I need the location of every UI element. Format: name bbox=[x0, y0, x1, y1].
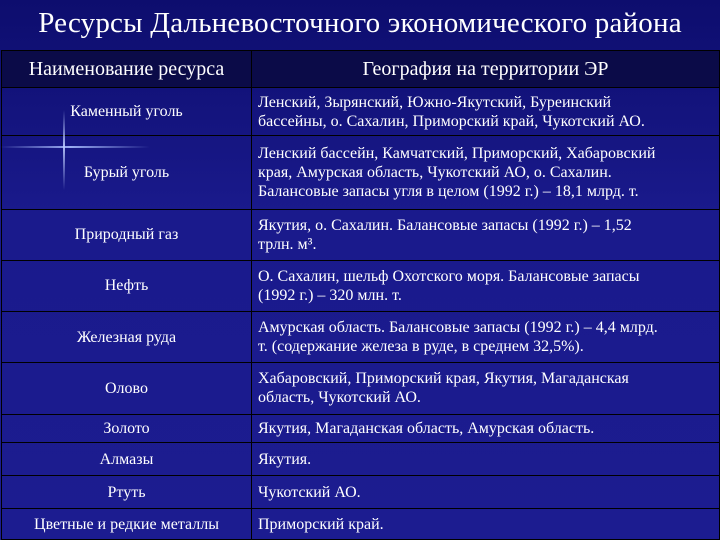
table-row bbox=[2, 414, 720, 443]
table-row bbox=[2, 210, 720, 260]
geo-line: Приморский край. bbox=[258, 515, 384, 533]
resource-geography bbox=[252, 476, 720, 509]
resource-name: Нефть bbox=[2, 260, 252, 311]
geo-line: т. (содержание железа в руде, в среднем 32,5%). bbox=[258, 338, 584, 356]
geo-line: Якутия, о. Сахалин. Балансовые запасы (1992 г.) – 1,52 bbox=[258, 216, 632, 234]
table-row bbox=[2, 509, 720, 540]
resource-name: Золото bbox=[2, 414, 252, 443]
resource-geography bbox=[252, 414, 720, 443]
geo-line: Балансовые запасы угля в целом (1992 г.) – 18,1 млрд. т. bbox=[258, 183, 639, 201]
geo-line: Амурская область. Балансовые запасы (1992 г.) – 4,4 млрд. bbox=[258, 319, 658, 337]
table-row bbox=[2, 260, 720, 311]
table-row bbox=[2, 443, 720, 476]
header-resource-name: Наименование ресурса bbox=[2, 51, 252, 88]
geo-line: область, Чукотский АО. bbox=[258, 389, 421, 407]
resource-name: Цветные и редкие металлы bbox=[2, 509, 252, 540]
geo-line: Хабаровский, Приморский края, Якутия, Магаданская bbox=[258, 370, 629, 388]
geo-line: О. Сахалин, шельф Охотского моря. Балансовые запасы bbox=[258, 267, 640, 285]
resource-geography bbox=[252, 363, 720, 414]
resource-name: Алмазы bbox=[2, 443, 252, 476]
resource-name: Бурый уголь bbox=[2, 136, 252, 210]
header-geography: География на территории ЭР bbox=[252, 51, 720, 88]
resource-geography bbox=[252, 311, 720, 362]
resource-geography bbox=[252, 210, 720, 260]
resource-geography bbox=[252, 509, 720, 540]
geo-line: Ленский, Зырянский, Южно-Якутский, Буреинский bbox=[258, 93, 612, 111]
slide-title: Ресурсы Дальневосточного экономического района bbox=[38, 6, 682, 39]
geo-line: Чукотский АО. bbox=[258, 483, 361, 501]
resource-name: Ртуть bbox=[2, 476, 252, 509]
geo-line: Якутия. bbox=[258, 450, 312, 468]
geo-line: Якутия, Магаданская область, Амурская область. bbox=[258, 420, 595, 438]
resources-table bbox=[1, 50, 720, 540]
table-row bbox=[2, 476, 720, 509]
table-body bbox=[2, 88, 720, 540]
geo-line: трлн. м³. bbox=[258, 235, 317, 253]
resource-geography bbox=[252, 260, 720, 311]
geo-line: бассейны, о. Сахалин, Приморский край, Чукотский АО. bbox=[258, 112, 645, 130]
resource-name: Олово bbox=[2, 363, 252, 414]
table-row bbox=[2, 88, 720, 136]
geo-line: Ленский бассейн, Камчатский, Приморский, Хабаровский bbox=[258, 145, 656, 163]
resource-name: Железная руда bbox=[2, 311, 252, 362]
resource-name: Каменный уголь bbox=[2, 88, 252, 136]
header-row bbox=[2, 51, 720, 88]
resource-geography bbox=[252, 443, 720, 476]
table-row bbox=[2, 136, 720, 210]
table-row bbox=[2, 363, 720, 414]
resource-name: Природный газ bbox=[2, 210, 252, 260]
resource-geography bbox=[252, 136, 720, 210]
table-row bbox=[2, 311, 720, 362]
resource-geography bbox=[252, 88, 720, 136]
geo-line: края, Амурская область, Чукотский АО, о. Сахалин. bbox=[258, 164, 612, 182]
table-header bbox=[2, 51, 720, 88]
geo-line: (1992 г.) – 320 млн. т. bbox=[258, 286, 402, 304]
